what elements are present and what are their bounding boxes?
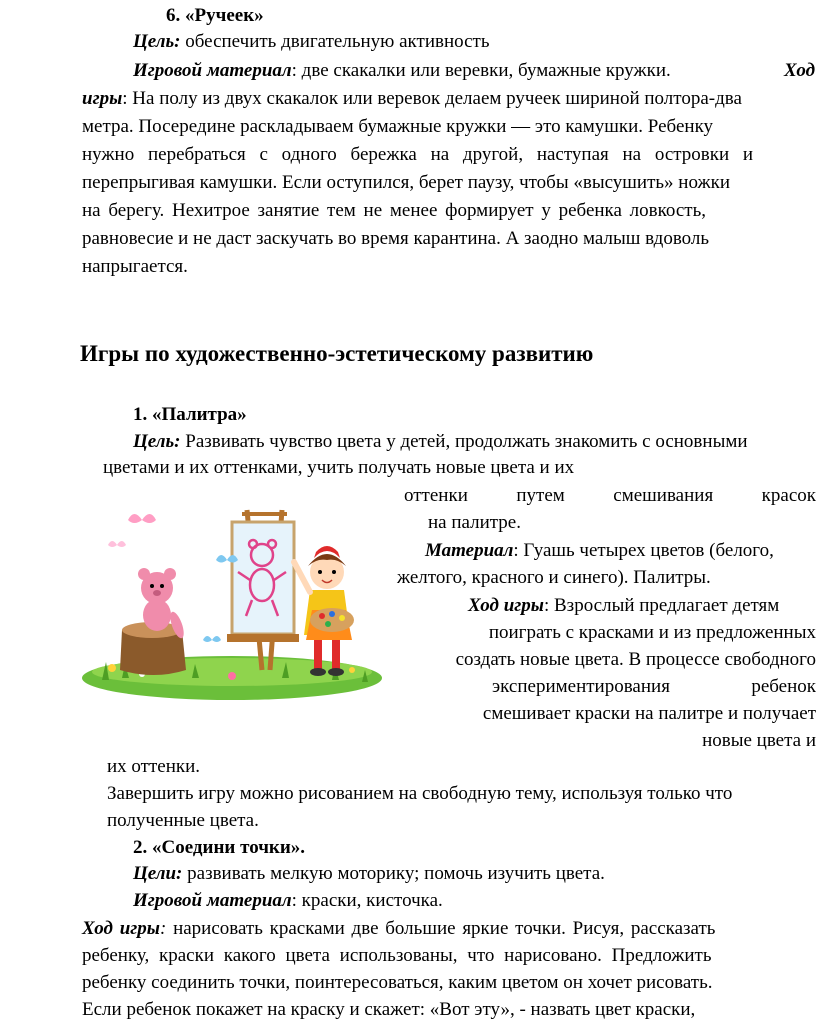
dots-line-4: Если ребенок покажет на краску и скажет: «Вот эту», - назвать цвет краски, [82, 999, 696, 1020]
palette-goal-line-1: Цель: Развивать чувство цвета у детей, продолжать знакомить с основными [133, 431, 748, 452]
section-heading: Игры по художественно-эстетическому развитию [80, 341, 594, 366]
section-6-line-6: на берегу. Нехитрое занятие тем не менее формирует у ребенка ловкость, [82, 200, 707, 221]
palette-right-7: смешивает краски на палитре и получает [482, 703, 816, 724]
palette-right-6: экспериментирования ребенок [492, 676, 816, 697]
section-6-line-4: нужно перебраться с одного бережка на другой, наступая на островки и [82, 144, 754, 165]
dots-title: 2. «Соедини точки». [133, 837, 306, 858]
dots-line-2: ребенку, краски какого цвета использованы, что нарисовано. Предложить [82, 945, 712, 966]
palette-right-4: поиграть с красками и из предложенных [488, 622, 816, 643]
palette-end-2: полученные цвета. [107, 810, 259, 831]
palette-right-2: на палитре. [428, 512, 521, 533]
dots-line-1: Ход игры: нарисовать красками две большие яркие точки. Рисуя, рассказать [82, 918, 716, 939]
section-6-line-7: равновесие и не даст заскучать во время карантина. А заодно малыш вдоволь [82, 228, 710, 249]
section-6-title: 6. «Ручеек» [166, 5, 264, 26]
palette-right-1: оттенки путем смешивания красок [404, 485, 816, 506]
child-painting-illustration [82, 500, 386, 700]
dots-material: Игровой материал: краски, кисточка. [133, 890, 443, 911]
dots-goal: Цели: развивать мелкую моторику; помочь изучить цвета. [133, 863, 605, 884]
palette-title: 1. «Палитра» [133, 404, 247, 425]
palette-after: их оттенки. [107, 756, 201, 777]
palette-end-1: Завершить игру можно рисованием на свободную тему, используя только что [107, 783, 733, 804]
section-6-line-1: Игровой материал: две скакалки или веревки, бумажные кружки. Ход [133, 60, 815, 81]
palette-right-3: желтого, красного и синего). Палитры. [397, 567, 711, 588]
section-6-line-8: напрыгается. [82, 256, 188, 277]
palette-material: Материал: Гуашь четырех цветов (белого, [425, 540, 774, 561]
dots-line-3: ребенку соединить точки, поинтересоваться, каким цветом он хочет рисовать. [82, 972, 713, 993]
section-6-line-2: игры: На полу из двух скакалок или веревок делаем ручеек шириной полтора-два [82, 88, 742, 109]
section-6-goal: Цель: обеспечить двигательную активность [133, 31, 490, 52]
palette-right-5: создать новые цвета. В процессе свободного [455, 649, 816, 670]
palette-right-8: новые цвета и [702, 730, 816, 751]
section-6-line-3: метра. Посередине раскладываем бумажные кружки — это камушки. Ребенку [82, 116, 714, 137]
palette-goal-line-2: цветами и их оттенками, учить получать новые цвета и их [103, 457, 575, 478]
palette-hod: Ход игры: Взрослый предлагает детям [468, 595, 780, 616]
section-6-line-5: перепрыгивая камушки. Если оступился, берет паузу, чтобы «высушить» ножки [82, 172, 731, 193]
